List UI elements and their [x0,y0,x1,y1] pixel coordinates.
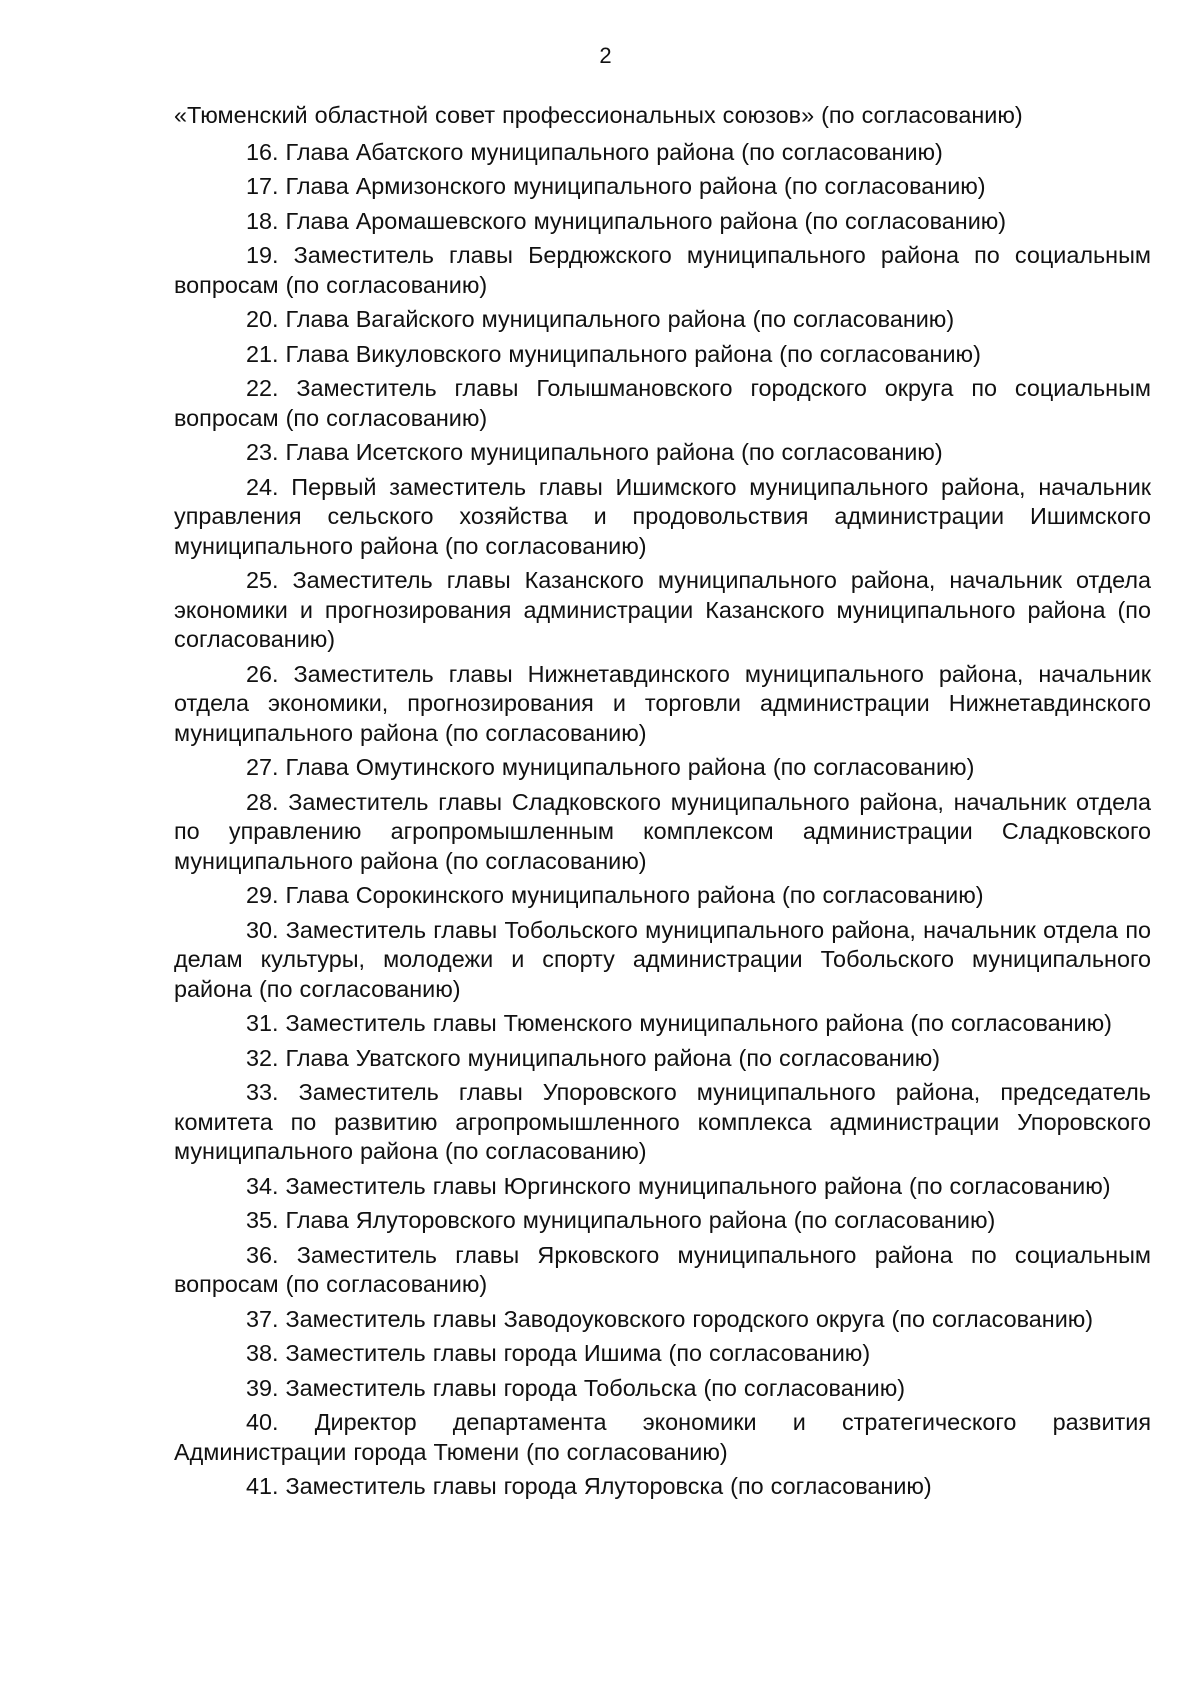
list-item-25: 25. Заместитель главы Казанского муниципального района, начальник отдела экономики и прогнозирования администрации Казанского муниципального района (по согласованию) [174,567,1151,652]
list-item-26: 26. Заместитель главы Нижнетавдинского муниципального района, начальник отдела экономики, прогнозирования и торговли администрации Нижнетавдинского муниципального района (по согласованию) [174,660,1151,746]
page-number: 2 [599,43,612,68]
list-item-29: 29. Глава Сорокинского муниципального района (по согласованию) [246,882,984,908]
list-item-28: 28. Заместитель главы Сладковского муниципального района, начальник отдела по управлению агропромышленным комплексом администрации Сладковского муниципального района (по согласованию) [174,788,1151,874]
list-item-34: 34. Заместитель главы Юргинского муниципального района (по согласованию) [246,1172,1111,1199]
list-item-16: 16. Глава Абатского муниципального района (по согласованию) [246,138,943,165]
list-item-30: 30. Заместитель главы Тобольского муниципального района, начальник отдела по делам культуры, молодежи и спорту администрации Тобольского муниципального района (по согласованию) [174,916,1151,1002]
list-item-36: 36. Заместитель главы Ярковского муниципального района по социальным вопросам (по согласованию) [174,1241,1151,1297]
list-item-continuation: «Тюменский областной совет профессиональных союзов» (по согласованию) [174,102,1023,128]
list-item-21: 21. Глава Викуловского муниципального района (по согласованию) [246,340,981,367]
list-item-24: 24. Первый заместитель главы Ишимского муниципального района, начальник управления сельского хозяйства и продовольствия администрации Ишимского муниципального района (по согласованию) [174,473,1151,559]
list-item-37: 37. Заместитель главы Заводоуковского городского округа (по согласованию) [246,1305,1094,1332]
list-item-31: 31. Заместитель главы Тюменского муниципального района (по согласованию) [246,1010,1112,1036]
list-item-23: 23. Глава Исетского муниципального района (по согласованию) [246,439,943,465]
document-body [174,101,1151,1507]
list-item-17: 17. Глава Армизонского муниципального района (по согласованию) [246,173,986,199]
list-item-38: 38. Заместитель главы города Ишима (по согласованию) [246,1340,871,1366]
list-item-40: 40. Директор департамента экономики и стратегического развития Администрации города Тюмени (по согласованию) [174,1409,1151,1465]
list-item-27: 27. Глава Омутинского муниципального района (по согласованию) [246,754,975,780]
list-item-32: 32. Глава Уватского муниципального района (по согласованию) [246,1044,941,1071]
list-item-35: 35. Глава Ялуторовского муниципального района (по согласованию) [246,1207,996,1233]
list-item-22: 22. Заместитель главы Голышмановского городского округа по социальным вопросам (по согласованию) [174,375,1151,431]
list-item-20: 20. Глава Вагайского муниципального района (по согласованию) [246,306,955,332]
list-item-19: 19. Заместитель главы Бердюжского муниципального района по социальным вопросам (по согласованию) [174,242,1151,298]
list-item-33: 33. Заместитель главы Упоровского муниципального района, председатель комитета по развитию агропромышленного комплекса администрации Упоровского муниципального района (по согласованию) [174,1079,1151,1164]
list-item-41: 41. Заместитель главы города Ялуторовска (по согласованию) [246,1473,932,1499]
list-item-18: 18. Глава Аромашевского муниципального района (по согласованию) [246,207,1007,234]
list-item-39: 39. Заместитель главы города Тобольска (по согласованию) [246,1374,906,1401]
